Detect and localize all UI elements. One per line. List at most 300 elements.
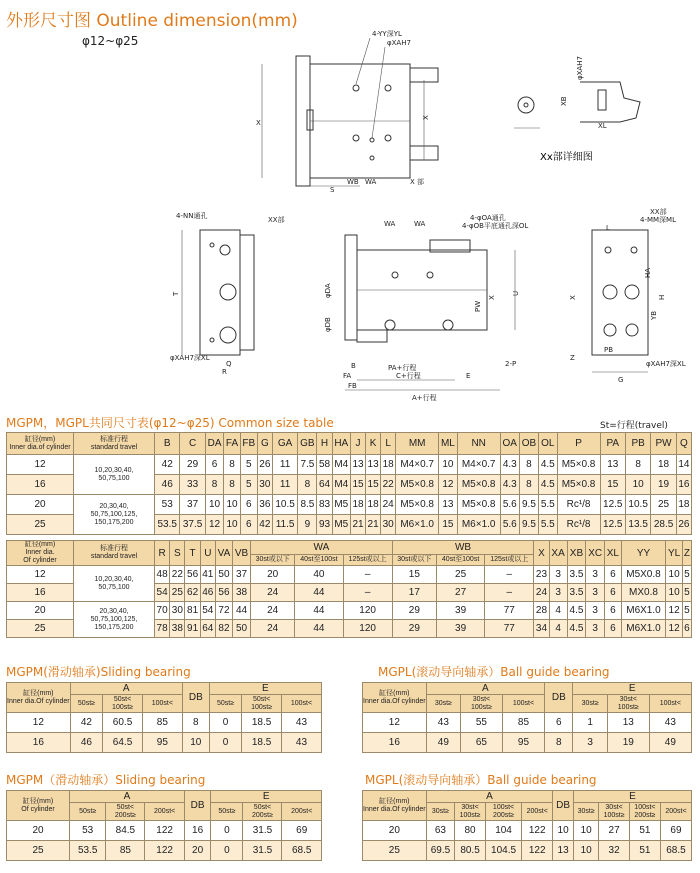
value-cell: 10 (666, 584, 683, 602)
svg-text:U: U (512, 290, 520, 296)
value-cell: 44 (295, 620, 343, 638)
value-cell: 60.5 (103, 713, 143, 733)
ball1-title: MGPL(滚动导向轴承）Ball guide bearing (378, 665, 610, 679)
value-cell: 9.5 (519, 495, 538, 515)
value-cell: 122 (145, 821, 184, 841)
table-row (363, 821, 692, 841)
value-cell: 1 (573, 713, 607, 733)
top-view-drawing (256, 30, 438, 194)
travel-note: St=行程(travel) (600, 421, 668, 431)
travel-cell: 10,20,30,40, 50,75,100 (74, 566, 155, 602)
column-header: Q (676, 433, 691, 455)
column-header: GB (298, 433, 317, 455)
subheader: 30st< 100st≥ (607, 695, 649, 713)
bore-cell: 25 (7, 841, 70, 861)
table-row (7, 713, 322, 733)
detail-caption: Xx部详细图 (540, 152, 593, 163)
value-cell: 13 (553, 841, 574, 861)
value-cell: 50 (215, 566, 232, 584)
value-cell: 37 (233, 566, 251, 584)
column-header: J (351, 433, 366, 455)
svg-text:PB: PB (604, 346, 614, 354)
subheader: 200st< (282, 803, 322, 821)
bore-cell: 20 (7, 821, 70, 841)
column-header: X (534, 541, 549, 566)
bore-cell: 12 (363, 713, 427, 733)
value-cell: 18 (381, 455, 396, 475)
value-cell: 9.5 (519, 515, 538, 535)
value-cell: 24 (534, 584, 549, 602)
column-header: PA (600, 433, 625, 455)
svg-text:X 部: X 部 (410, 178, 425, 186)
value-cell: M5×0.8 (557, 475, 600, 495)
right-end-drawing (569, 207, 686, 384)
value-cell: 0 (209, 733, 242, 753)
value-cell: 6 (240, 495, 257, 515)
subheader: 50st≥ (209, 695, 242, 713)
value-cell: 6 (205, 455, 224, 475)
column-header: T (185, 541, 200, 566)
column-header: B (155, 433, 180, 455)
value-cell: 8 (545, 733, 573, 753)
svg-text:FB: FB (348, 382, 357, 390)
ball2-title: MGPL(滚动导向轴承）Ball guide bearing (365, 773, 597, 787)
value-cell: 5.5 (539, 515, 558, 535)
value-cell: Rc¹/8 (557, 495, 600, 515)
table-row (7, 455, 692, 475)
value-cell: 3.5 (567, 584, 586, 602)
subheader: 200st< (145, 803, 184, 821)
value-cell: 18 (366, 495, 381, 515)
column-header: YY (621, 541, 666, 566)
wb-header: WB (392, 541, 534, 555)
svg-text:S: S (330, 186, 335, 194)
value-cell: 44 (233, 602, 251, 620)
e-header: E (574, 791, 692, 803)
bore-cell: 12 (7, 566, 74, 584)
front-view-drawing (324, 213, 528, 402)
svg-text:X: X (256, 119, 261, 127)
value-cell: 122 (522, 841, 553, 861)
value-cell: 13 (351, 455, 366, 475)
value-cell: 18 (676, 495, 691, 515)
value-cell: 53 (70, 821, 106, 841)
value-cell: 7.5 (298, 455, 317, 475)
bore-header: 缸径(mm) Inner dia. Of cylinder (7, 541, 74, 566)
value-cell: 26 (257, 455, 272, 475)
value-cell: 64.5 (103, 733, 143, 753)
value-cell: 70 (155, 602, 170, 620)
bore-header: 缸径(mm) Inner dia.Of cylinder (7, 683, 71, 713)
value-cell: 56 (185, 566, 200, 584)
value-cell: 27 (599, 821, 630, 841)
value-cell: M5×0.8 (457, 475, 500, 495)
value-cell: M6X1.0 (621, 602, 666, 620)
value-cell: 53.5 (70, 841, 106, 861)
value-cell: 29 (392, 602, 436, 620)
svg-text:4-YY深YL: 4-YY深YL (372, 30, 402, 38)
value-cell: 42 (155, 455, 180, 475)
value-cell: 58 (317, 455, 332, 475)
column-header: VB (233, 541, 251, 566)
value-cell: 41 (200, 566, 215, 584)
svg-text:A+行程: A+行程 (412, 394, 437, 402)
travel-cell: 20,30,40, 50,75,100,125, 150,175,200 (74, 602, 155, 638)
value-cell: Rc¹/8 (557, 515, 600, 535)
value-cell: M5 (332, 515, 351, 535)
svg-text:B: B (351, 362, 356, 370)
svg-text:X: X (569, 295, 577, 300)
subheader: 125st或以上 (343, 555, 392, 566)
value-cell: 4.5 (539, 475, 558, 495)
subheader: 30st或以下 (392, 555, 436, 566)
value-cell: 3 (586, 566, 605, 584)
value-cell: – (485, 566, 534, 584)
value-cell: 10 (224, 515, 240, 535)
value-cell: 5 (240, 475, 257, 495)
value-cell: 25 (170, 584, 185, 602)
travel-header: 标准行程 standard travel (74, 541, 155, 566)
subheader: 50st< 100st≥ (242, 695, 282, 713)
value-cell: M4 (332, 455, 351, 475)
svg-text:Z: Z (570, 354, 575, 362)
svg-text:YB: YB (650, 310, 658, 320)
value-cell: 31.5 (243, 821, 282, 841)
svg-text:4-φOB平底通孔深OL: 4-φOB平底通孔深OL (462, 222, 529, 230)
column-header: MM (396, 433, 439, 455)
svg-text:L: L (606, 224, 610, 232)
column-header: C (180, 433, 205, 455)
travel-cell: 20,30,40, 50,75,100,125, 150,175,200 (74, 495, 155, 535)
value-cell: 13 (366, 455, 381, 475)
value-cell: 122 (145, 841, 184, 861)
value-cell: 43 (281, 733, 321, 753)
value-cell: 15 (392, 566, 436, 584)
column-header: GA (272, 433, 297, 455)
value-cell: 4 (549, 602, 567, 620)
value-cell: 54 (155, 584, 170, 602)
value-cell: M4×0.7 (457, 455, 500, 475)
subheader: 40st至100st (295, 555, 343, 566)
column-header: ML (439, 433, 458, 455)
table-row (363, 733, 692, 753)
svg-text:HA: HA (644, 267, 652, 278)
travel-header: 标准行程 standard travel (74, 433, 155, 455)
value-cell: 10.5 (272, 495, 297, 515)
column-header: OB (519, 433, 538, 455)
bore-cell: 25 (7, 515, 74, 535)
value-cell: 43 (649, 713, 691, 733)
outline-drawings (0, 0, 700, 420)
e-header: E (573, 683, 692, 695)
value-cell: 12.5 (600, 515, 625, 535)
svg-text:C+行程: C+行程 (396, 372, 421, 380)
value-cell: 82 (215, 620, 232, 638)
value-cell: 39 (436, 602, 484, 620)
value-cell: 17 (392, 584, 436, 602)
subheader: 100st< 200st≥ (485, 803, 521, 821)
value-cell: M6×1.0 (457, 515, 500, 535)
value-cell: 44 (295, 584, 343, 602)
value-cell: 46 (200, 584, 215, 602)
table-row (7, 733, 322, 753)
subheader: 30st或以下 (251, 555, 295, 566)
value-cell: – (485, 584, 534, 602)
column-header: P (557, 433, 600, 455)
svg-text:φDB: φDB (324, 317, 332, 332)
db-header: DB (182, 683, 209, 713)
value-cell: 120 (343, 602, 392, 620)
value-cell: 3 (573, 733, 607, 753)
value-cell: 44 (295, 602, 343, 620)
value-cell: 8 (224, 475, 240, 495)
svg-text:WA: WA (414, 220, 426, 228)
db-header: DB (184, 791, 210, 821)
value-cell: 11 (272, 455, 297, 475)
common-size-table (6, 432, 692, 535)
value-cell: 30 (381, 515, 396, 535)
value-cell: 43 (426, 713, 460, 733)
value-cell: 33 (180, 475, 205, 495)
value-cell: 46 (155, 475, 180, 495)
value-cell: 0 (211, 821, 243, 841)
value-cell: 37.5 (180, 515, 205, 535)
svg-text:φDA: φDA (324, 283, 332, 298)
bore-header: 缸径(mm) Inner dia.Of cylinder (363, 683, 427, 713)
value-cell: 85 (106, 841, 145, 861)
value-cell: 95 (502, 733, 544, 753)
value-cell: 15 (366, 475, 381, 495)
svg-text:E: E (466, 372, 471, 380)
value-cell: 56 (215, 584, 232, 602)
subheader: 40st至100st (436, 555, 484, 566)
svg-text:φXAH7深XL: φXAH7深XL (170, 354, 210, 362)
subheader: 50st< 100st≥ (103, 695, 143, 713)
value-cell: 5.5 (539, 495, 558, 515)
bore-header: 缸径(mm) Inner dia.of cylinder (7, 433, 74, 455)
value-cell: 85 (502, 713, 544, 733)
value-cell: 5 (682, 566, 691, 584)
value-cell: 0 (211, 841, 243, 861)
value-cell: 3 (586, 584, 605, 602)
column-header: FA (224, 433, 240, 455)
value-cell: 18 (351, 495, 366, 515)
sliding1-title: MGPM(滑动轴承)Sliding bearing (6, 665, 191, 679)
value-cell: 53 (155, 495, 180, 515)
table-header-row (7, 433, 692, 455)
value-cell: 12 (439, 475, 458, 495)
bore-cell: 16 (7, 584, 74, 602)
svg-text:4-MM深ML: 4-MM深ML (640, 216, 676, 224)
value-cell: 6 (605, 620, 622, 638)
value-cell: 84.5 (106, 821, 145, 841)
value-cell: 122 (522, 821, 553, 841)
value-cell: 80.5 (455, 841, 486, 861)
value-cell: 6 (605, 566, 622, 584)
value-cell: 93 (317, 515, 332, 535)
value-cell: 12.5 (600, 495, 625, 515)
value-cell: 78 (155, 620, 170, 638)
value-cell: 24 (251, 620, 295, 638)
value-cell: 10 (224, 495, 240, 515)
value-cell: 6 (605, 602, 622, 620)
value-cell: 72 (215, 602, 232, 620)
subheader: 50st≥ (211, 803, 243, 821)
value-cell: 26 (676, 515, 691, 535)
value-cell: 18.5 (242, 713, 282, 733)
table-row (363, 713, 692, 733)
value-cell: M4 (332, 475, 351, 495)
value-cell: 3.5 (567, 566, 586, 584)
table-header-row (363, 791, 692, 803)
subheader: 100st< (281, 695, 321, 713)
value-cell: 16 (184, 821, 210, 841)
svg-text:PW: PW (474, 300, 482, 312)
column-header: U (200, 541, 215, 566)
bore-cell: 16 (363, 733, 427, 753)
value-cell: 3 (586, 620, 605, 638)
wa-header: WA (251, 541, 393, 555)
e-header: E (211, 791, 322, 803)
value-cell: 64 (317, 475, 332, 495)
value-cell: – (343, 584, 392, 602)
value-cell: 50 (233, 620, 251, 638)
value-cell: 48 (155, 566, 170, 584)
value-cell: 11 (272, 475, 297, 495)
table-header-row (363, 683, 692, 695)
column-header: XL (605, 541, 622, 566)
column-header: S (170, 541, 185, 566)
value-cell: 21 (366, 515, 381, 535)
svg-text:R: R (222, 368, 227, 376)
value-cell: 30 (257, 475, 272, 495)
subheader: 100st< (502, 695, 544, 713)
column-header: PB (625, 433, 650, 455)
ball1-table (362, 682, 692, 753)
svg-text:XL: XL (598, 122, 607, 130)
subheader: 100st< (649, 695, 691, 713)
value-cell: 40 (295, 566, 343, 584)
value-cell: 24 (251, 602, 295, 620)
value-cell: 4.5 (567, 602, 586, 620)
value-cell: 23 (534, 566, 549, 584)
table-header-row (7, 683, 322, 695)
bore-cell: 12 (7, 713, 71, 733)
bore-cell: 16 (7, 475, 74, 495)
column-header: XA (549, 541, 567, 566)
subheader: 30st≥ (426, 803, 455, 821)
column-header: Z (682, 541, 691, 566)
column-header: L (381, 433, 396, 455)
value-cell: 10 (439, 455, 458, 475)
value-cell: 37 (180, 495, 205, 515)
subheader: 30st≥ (426, 695, 460, 713)
column-header: DA (205, 433, 224, 455)
value-cell: 120 (343, 620, 392, 638)
value-cell: 10 (574, 841, 599, 861)
svg-text:Q: Q (226, 360, 232, 368)
sliding1-table (6, 682, 322, 753)
value-cell: 68.5 (660, 841, 691, 861)
column-header: XC (586, 541, 605, 566)
value-cell: 53.5 (155, 515, 180, 535)
value-cell: 12 (205, 515, 224, 535)
sliding2-title: MGPM（滑动轴承）Sliding bearing (6, 773, 206, 787)
value-cell: 8.5 (298, 495, 317, 515)
value-cell: 4.3 (500, 475, 519, 495)
a-header: A (426, 683, 544, 695)
a-header: A (70, 683, 182, 695)
column-header: VA (215, 541, 232, 566)
value-cell: 30 (170, 602, 185, 620)
value-cell: 54 (200, 602, 215, 620)
column-header: K (366, 433, 381, 455)
value-cell: 29 (392, 620, 436, 638)
value-cell: 22 (170, 566, 185, 584)
value-cell: M4×0.7 (396, 455, 439, 475)
value-cell: 24 (251, 584, 295, 602)
value-cell: 5 (682, 602, 691, 620)
value-cell: 5 (240, 455, 257, 475)
value-cell: 0 (209, 713, 242, 733)
bore-cell: 25 (7, 620, 74, 638)
left-side-drawing (170, 211, 285, 376)
column-header: G (257, 433, 272, 455)
value-cell: 104 (485, 821, 521, 841)
second-size-table (6, 540, 692, 638)
value-cell: M5×0.8 (396, 495, 439, 515)
table-header-row (7, 541, 692, 555)
table-row (363, 841, 692, 861)
value-cell: 13 (439, 495, 458, 515)
value-cell: 51 (629, 841, 660, 861)
a-header: A (426, 791, 553, 803)
value-cell: 19 (607, 733, 649, 753)
value-cell: 4.3 (500, 455, 519, 475)
subheader: 125st或以上 (485, 555, 534, 566)
a-header: A (70, 791, 185, 803)
value-cell: 10 (625, 475, 650, 495)
value-cell: 29 (180, 455, 205, 475)
subheader: 100st< 200st≥ (629, 803, 660, 821)
value-cell: 10 (574, 821, 599, 841)
column-header: OA (500, 433, 519, 455)
value-cell: 20 (251, 566, 295, 584)
column-header: PW (651, 433, 676, 455)
table-row (7, 841, 322, 861)
column-header: OL (539, 433, 558, 455)
value-cell: 77 (485, 602, 534, 620)
value-cell: 77 (485, 620, 534, 638)
detail-x-drawing (514, 56, 640, 163)
subheader: 30st< 100st≥ (461, 695, 503, 713)
subheader: 30st≥ (573, 695, 607, 713)
value-cell: 10.5 (625, 495, 650, 515)
value-cell: M6X1.0 (621, 620, 666, 638)
value-cell: 27 (436, 584, 484, 602)
value-cell: 8 (205, 475, 224, 495)
value-cell: 104.5 (485, 841, 521, 861)
db-header: DB (545, 683, 573, 713)
e-header: E (209, 683, 321, 695)
value-cell: 28.5 (651, 515, 676, 535)
svg-text:4-NN通孔: 4-NN通孔 (176, 212, 208, 220)
sliding2-table (6, 790, 322, 861)
table-row (7, 602, 692, 620)
bore-header: 缸径(mm) Of cylinder (7, 791, 70, 821)
value-cell: 8 (625, 455, 650, 475)
subheader: 50st< 200st≥ (106, 803, 145, 821)
